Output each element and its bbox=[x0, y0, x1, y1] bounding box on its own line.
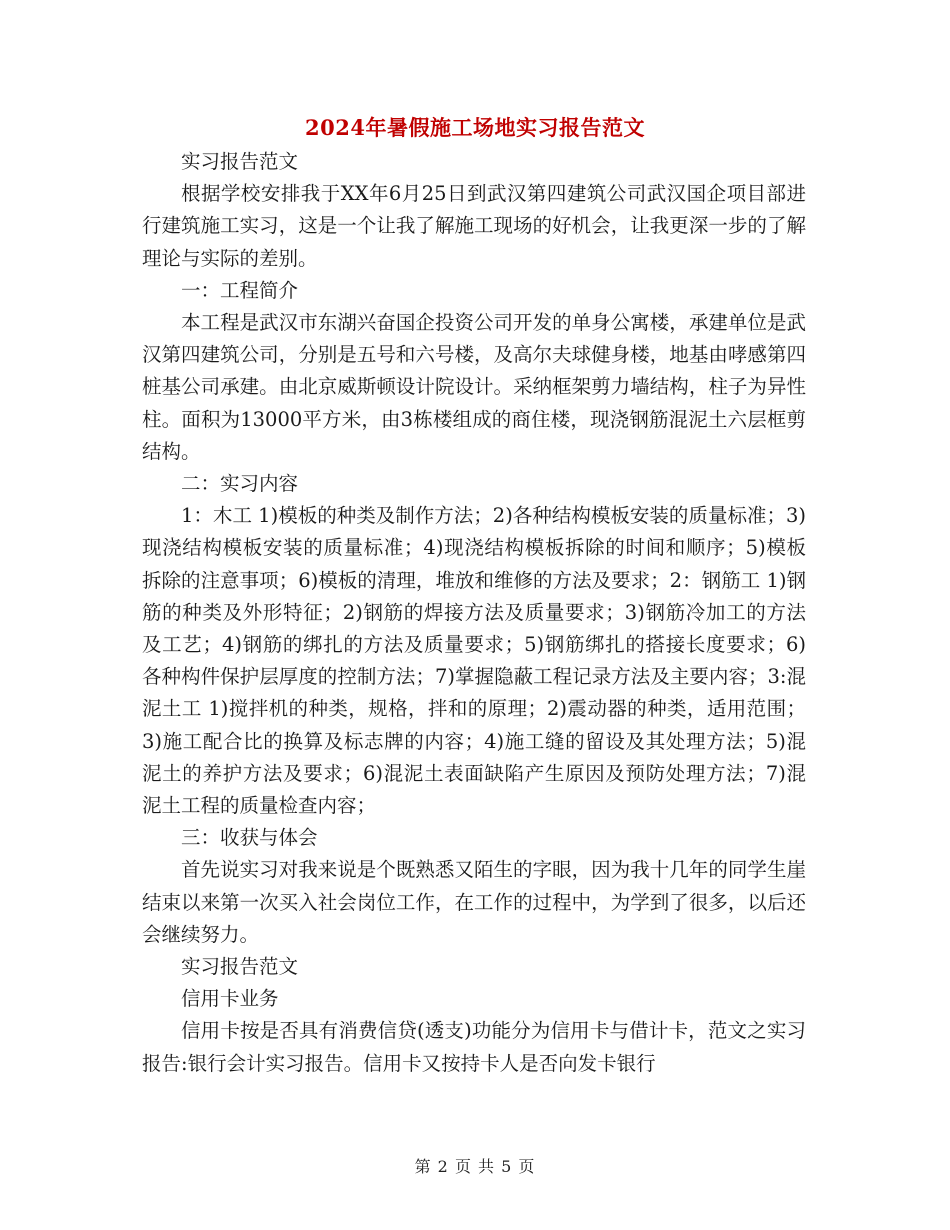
section-heading-gains: 三：收获与体会 bbox=[181, 826, 318, 850]
section-heading-project-intro: 一：工程简介 bbox=[181, 278, 299, 302]
page-number-footer: 第 2 页 共 5 页 bbox=[414, 1157, 536, 1176]
paragraph: 首先说实习对我来说是个既熟悉又陌生的字眼，因为我十几年的同学生崖结束以来第一次买入社会岗位工作，在工作的过程中，为学到了很多，以后还会继续努力。 bbox=[142, 858, 806, 946]
paragraph: 本工程是武汉市东湖兴奋国企投资公司开发的单身公寓楼，承建单位是武汉第四建筑公司，分别是五号和六号楼，及高尔夫球健身楼，地基由哮感第四桩基公司承建。由北京威斯顿设计院设计。采纳框架剪力墙结构，柱子为异性柱。面积为13000平方米，由3栋楼组成的商住楼，现浇钢筋混泥土六层框剪结构。 bbox=[142, 311, 806, 463]
paragraph: 1：木工 1)模板的种类及制作方法；2)各种结构模板安装的质量标准；3)现浇结构模板安装的质量标准；4)现浇结构模板拆除的时间和顺序；5)模板拆除的注意事项；6)模板的清理，堆放和维修的方法及要求；2：钢筋工 1)钢筋的种类及外形特征；2)钢筋的焊接方法及质量要求；3)钢筋冷加工的方法及工艺；4)钢筋的绑扎的方法及质量要求；5)钢筋绑扎的搭接长度要求；6)各种构件保护层厚度的控制方法；7)掌握隐蔽工程记录方法及主要内容；3:混泥土工 1)搅拌机的种类，规格，拌和的原理；2)震动器的种类，适用范围；3)施工配合比的换算及标志牌的内容；4)施工缝的留设及其处理方法；5)混泥土的养护方法及要求；6)混泥土表面缺陷产生原因及预防处理方法；7)混泥土工程的质量检查内容； bbox=[142, 504, 806, 818]
document-body bbox=[142, 146, 806, 1080]
paragraph: 信用卡按是否具有消费信贷(透支)功能分为信用卡与借计卡，范文之实习报告:银行会计实习报告。信用卡又按持卡人是否向发卡银行 bbox=[142, 1019, 806, 1075]
document-title: 2024年暑假施工场地实习报告范文 bbox=[305, 115, 645, 140]
paragraph-heading: 实习报告范文 bbox=[181, 955, 299, 979]
paragraph-heading: 实习报告范文 bbox=[181, 150, 299, 173]
paragraph: 根据学校安排我于XX年6月25日到武汉第四建筑公司武汉国企项目部进行建筑施工实习，这是一个让我了解施工现场的好机会，让我更深一步的了解理论与实际的差别。 bbox=[142, 182, 806, 270]
section-heading-internship-content: 二：实习内容 bbox=[181, 472, 299, 496]
paragraph-heading: 信用卡业务 bbox=[181, 987, 279, 1011]
